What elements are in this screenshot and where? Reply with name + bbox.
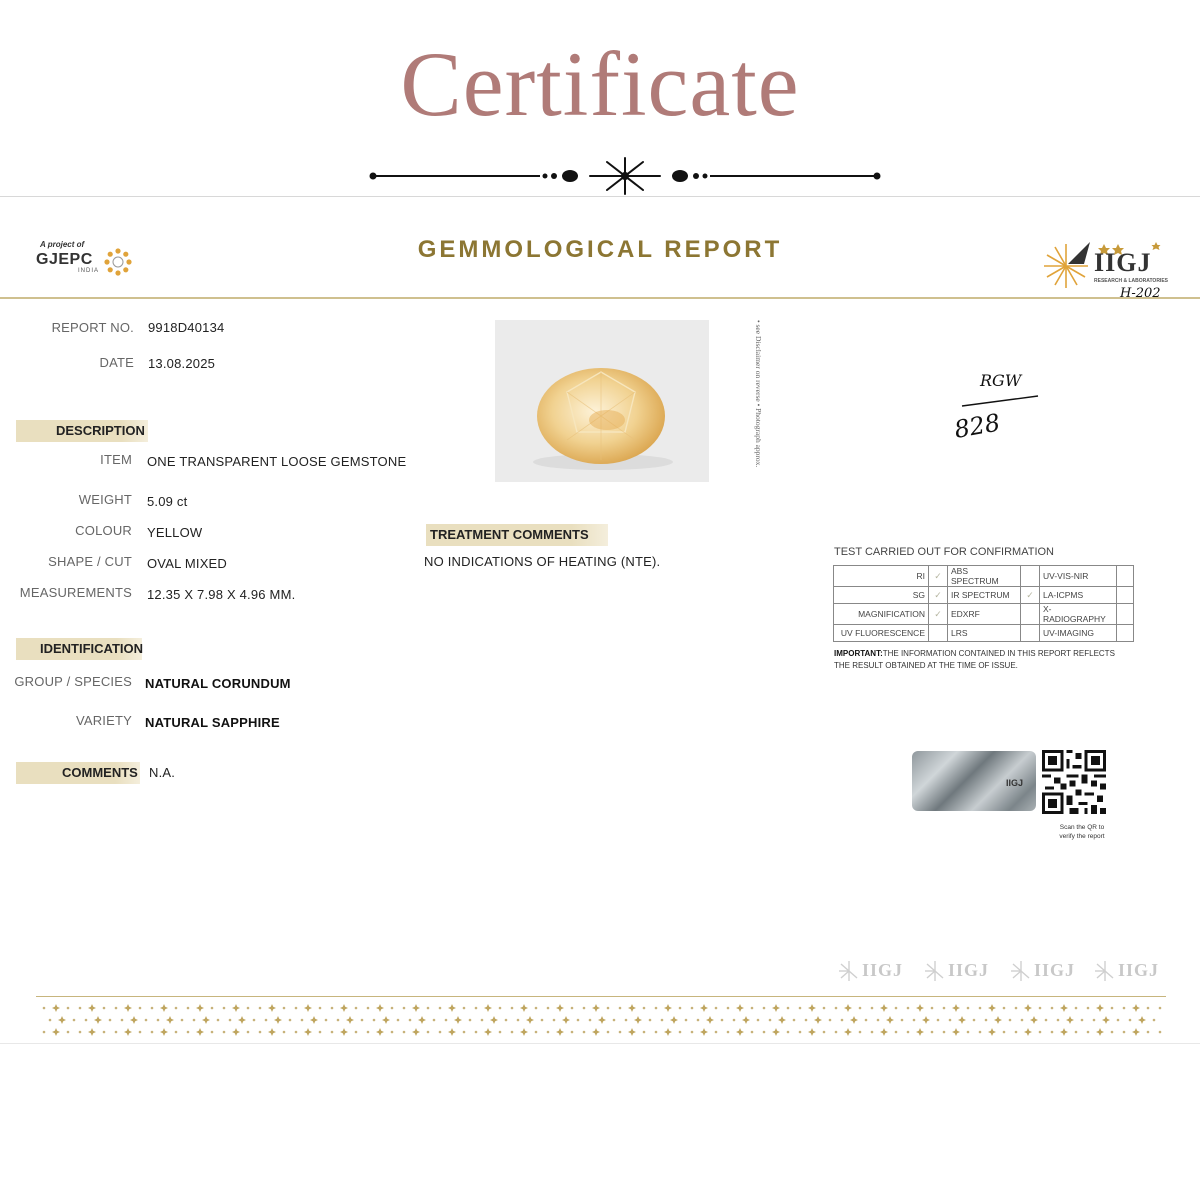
weight-label: WEIGHT: [78, 492, 132, 507]
table-row: [834, 566, 1134, 587]
description-section: DESCRIPTION: [16, 420, 148, 442]
test-cell: UV-VIS-NIR: [1040, 566, 1117, 587]
iigj-logo-sub: RESEARCH & LABORATORIES: [1094, 278, 1168, 284]
important-notice: [834, 648, 1124, 672]
qr-caption-line2: verify the report: [1059, 833, 1105, 840]
check-box: [1117, 604, 1134, 625]
comments-section: COMMENTS: [16, 762, 140, 784]
check-icon: [1021, 625, 1040, 642]
shape-value: OVAL MIXED: [147, 556, 228, 571]
certificate-title: Certificate: [400, 33, 800, 135]
gjepc-logo-sub: INDIA: [78, 268, 100, 274]
table-row: [834, 604, 1134, 625]
date-label: DATE: [99, 355, 134, 370]
qr-code[interactable]: [1042, 750, 1106, 814]
comments-value: N.A.: [149, 765, 176, 780]
check-icon: ✓: [929, 566, 948, 587]
shape-label: SHAPE / CUT: [48, 554, 132, 569]
watermark-logo: IIGJ: [862, 960, 904, 980]
measurements-value: 12.35 X 7.98 X 4.96 MM.: [147, 587, 296, 602]
tests-table: [833, 565, 1134, 642]
test-cell: LRS: [948, 625, 1021, 642]
check-box: [1117, 587, 1134, 604]
watermark-logo: IIGJ: [948, 960, 990, 980]
table-row: [834, 587, 1134, 604]
watermark-logo: IIGJ: [1118, 960, 1160, 980]
iigj-logo-text: IIGJ: [1094, 248, 1152, 277]
test-cell: SG: [834, 587, 929, 604]
test-cell: ABS SPECTRUM: [948, 566, 1021, 587]
hologram-label: IIGJ: [1006, 778, 1024, 788]
variety-label: VARIETY: [75, 713, 132, 728]
handwritten-note-line1: RGW: [980, 371, 1022, 390]
date-value: 13.08.2025: [148, 356, 216, 371]
handwritten-code: H-202: [1120, 286, 1161, 301]
table-row: [834, 625, 1134, 642]
ornamental-divider: [365, 150, 885, 200]
item-value: ONE TRANSPARENT LOOSE GEMSTONE: [147, 454, 407, 469]
group-species-label: GROUP / SPECIES: [14, 674, 132, 689]
check-box: [1117, 625, 1134, 642]
test-cell: UV FLUORESCENCE: [834, 625, 929, 642]
watermark-logo: IIGJ: [1034, 960, 1076, 980]
header-rule: [0, 297, 1200, 299]
test-cell: UV-IMAGING: [1040, 625, 1117, 642]
variety-value: NATURAL SAPPHIRE: [145, 715, 280, 730]
gjepc-tagline: A project of: [40, 240, 85, 249]
photo-disclaimer: • see Disclaimer on reverse • Photograph approx.: [754, 320, 763, 468]
report-no-label: REPORT NO.: [51, 320, 134, 335]
colour-label: COLOUR: [75, 523, 132, 538]
test-cell: RI: [834, 566, 929, 587]
test-cell: MAGNIFICATION: [834, 604, 929, 625]
watermark-sun-icon: [924, 960, 946, 982]
colour-value: YELLOW: [147, 525, 203, 540]
check-icon: [1021, 566, 1040, 587]
weight-value: 5.09 ct: [147, 494, 188, 509]
item-label: ITEM: [100, 452, 132, 467]
decorative-star-pattern: [36, 1000, 1166, 1036]
gemstone-photo: [495, 320, 709, 482]
test-cell: IR SPECTRUM: [948, 587, 1021, 604]
test-cell: LA-ICPMS: [1040, 587, 1117, 604]
watermark-sun-icon: [1010, 960, 1032, 982]
test-cell: X-RADIOGRAPHY: [1040, 604, 1117, 625]
measurements-label: MEASUREMENTS: [19, 585, 132, 600]
check-icon: [929, 625, 948, 642]
group-species-value: NATURAL CORUNDUM: [145, 676, 291, 691]
check-icon: ✓: [929, 587, 948, 604]
gemstone-image: [495, 320, 709, 482]
test-cell: EDXRF: [948, 604, 1021, 625]
identification-section: IDENTIFICATION: [16, 638, 142, 660]
important-text: THE INFORMATION CONTAINED IN THIS REPORT REFLECTS THE RESULT OBTAINED AT THE TIME OF ISSUE.: [834, 649, 1115, 670]
treatment-value: NO INDICATIONS OF HEATING (NTE).: [424, 554, 661, 569]
qr-caption: [1040, 823, 1124, 841]
watermark-sun-icon: [1094, 960, 1116, 982]
check-icon: [1021, 604, 1040, 625]
decorative-rule: [36, 996, 1166, 997]
handwritten-note: [948, 364, 1048, 444]
check-box: [1117, 566, 1134, 587]
watermark-sun-icon: [838, 960, 860, 982]
report-heading: GEMMOLOGICAL REPORT: [417, 236, 783, 263]
qr-caption-line1: Scan the QR to: [1059, 824, 1105, 831]
tests-heading: TEST CARRIED OUT FOR CONFIRMATION: [834, 546, 1055, 558]
gjepc-logo-text: GJEPC: [36, 251, 93, 268]
handwritten-note-line2: 828: [952, 408, 1003, 444]
check-icon: ✓: [929, 604, 948, 625]
treatment-section: TREATMENT COMMENTS: [426, 524, 608, 546]
check-icon: ✓: [1021, 587, 1040, 604]
report-no-value: 9918D40134: [148, 320, 225, 335]
important-label: IMPORTANT:: [834, 649, 883, 658]
